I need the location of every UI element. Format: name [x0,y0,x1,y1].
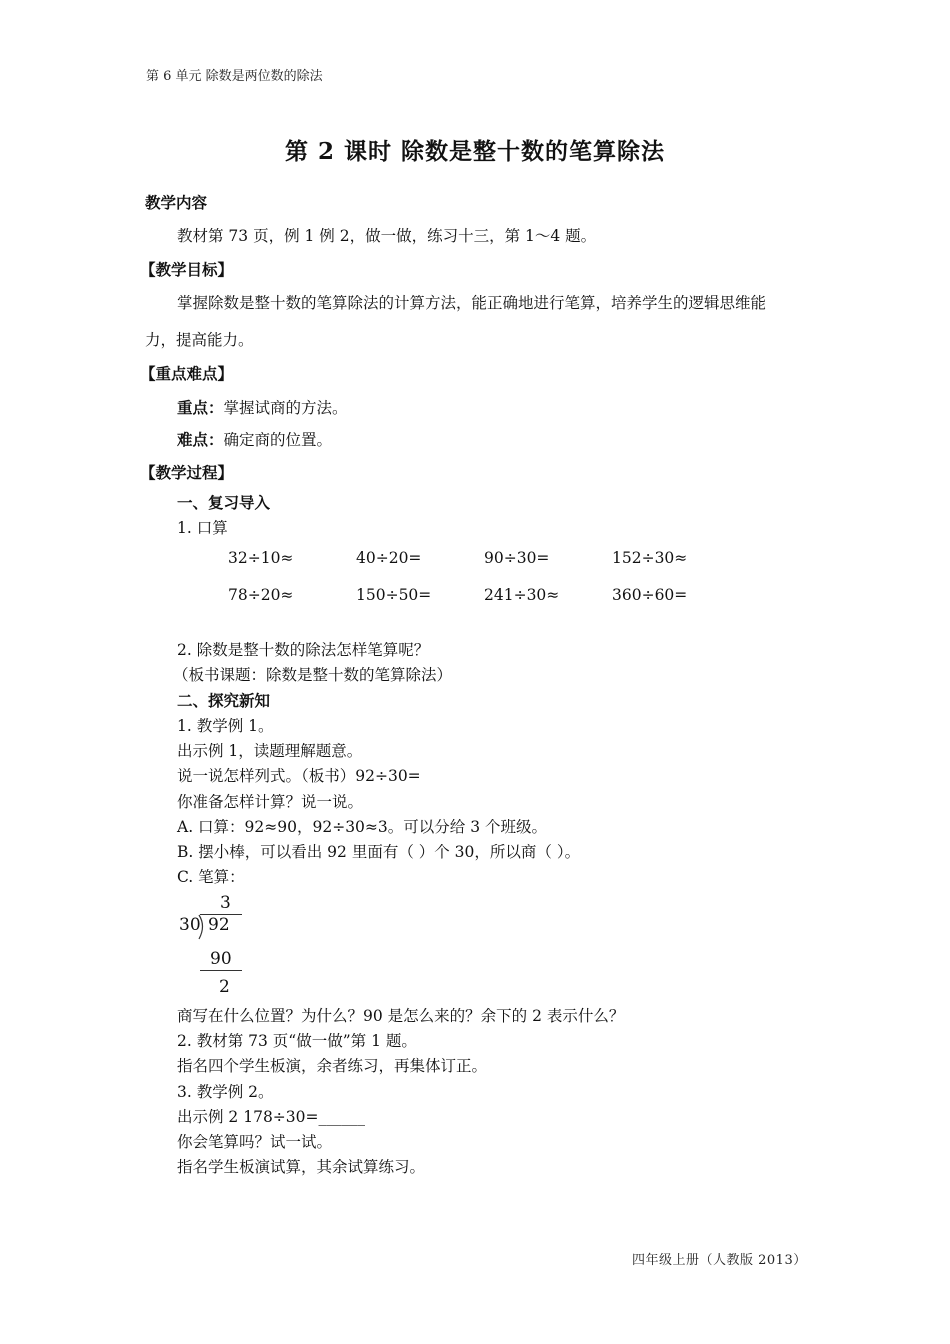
division-quotient: 3 [220,893,231,913]
body-line: 商写在什么位置？为什么？90 是怎么来的？余下的 2 表示什么？ [177,1007,625,1025]
process-heading: 【教学过程】 [140,463,234,482]
board-title-text: （板书课题：除数是整十数的笔算除法） [173,666,453,684]
body-line: 出示例 2 178÷30=______ [177,1108,365,1126]
division-product: 90 [210,949,232,969]
body-line: 2. 教材第 73 页“做一做”第 1 题。 [177,1032,417,1050]
key-label: 重点： [177,398,224,417]
item-2-text: 2. 除数是整十数的除法怎样笔算呢？ [177,641,430,659]
division-divisor: 30 [179,915,201,935]
body-line: 出示例 1，读题理解题意。 [177,742,363,760]
calc-problem: 152÷30≈ [612,549,688,567]
calc-problem: 241÷30≈ [484,586,560,604]
body-line: 你会笔算吗？试一试。 [177,1133,333,1151]
keypoints-heading: 【重点难点】 [140,364,234,383]
body-line: C. 笔算： [177,868,245,886]
body-line: 指名学生板演试算，其余试算练习。 [177,1158,426,1176]
difficult-point [177,428,332,450]
division-remainder: 2 [219,977,230,997]
division-dividend: 92 [208,915,230,935]
oral-calc-label: 1. 口算 [177,519,228,537]
calc-problem: 40÷20= [356,549,422,567]
body-line: A. 口算：92≈90，92÷30≈3。可以分给 3 个班级。 [177,818,547,836]
content-heading: 教学内容 [145,193,208,212]
body-line: B. 摆小棒，可以看出 92 里面有（ ）个 30，所以商（ ）。 [177,843,581,861]
content-text: 教材第 73 页，例 1 例 2，做一做，练习十三，第 1～4 题。 [177,227,597,245]
body-line: 说一说怎样列式。（板书）92÷30= [177,767,421,785]
page-title: 第 2 课时 除数是整十数的笔算除法 [284,138,666,165]
key-point [177,396,348,418]
running-footer: 四年级上册（人教版 2013） [632,1253,807,1268]
key-text: 掌握试商的方法。 [223,399,348,417]
goals-line-2: 力，提高能力。 [145,331,254,349]
body-line: 1. 教学例 1。 [177,717,274,735]
body-line: 指名四个学生板演，余者练习，再集体订正。 [177,1057,488,1075]
calc-problem: 360÷60= [612,586,688,604]
difficult-text: 确定商的位置。 [223,431,333,449]
goals-line-1: 掌握除数是整十数的笔算除法的计算方法，能正确地进行笔算，培养学生的逻辑思维能 [177,294,767,312]
calc-problem: 78÷20≈ [228,586,294,604]
goals-heading: 【教学目标】 [140,260,234,279]
calc-problem: 32÷10≈ [228,549,294,567]
difficult-label: 难点： [177,430,224,449]
division-subtraction-line [200,970,242,971]
part-two-heading: 二、探究新知 [177,691,271,710]
body-line: 你准备怎样计算？说一说。 [177,793,364,811]
part-one-heading: 一、复习导入 [177,493,271,512]
division-bracket [197,914,207,940]
running-header: 第 6 单元 除数是两位数的除法 [146,69,323,84]
calc-problem: 90÷30= [484,549,550,567]
body-line: 3. 教学例 2。 [177,1083,274,1101]
calc-problem: 150÷50= [356,586,432,604]
